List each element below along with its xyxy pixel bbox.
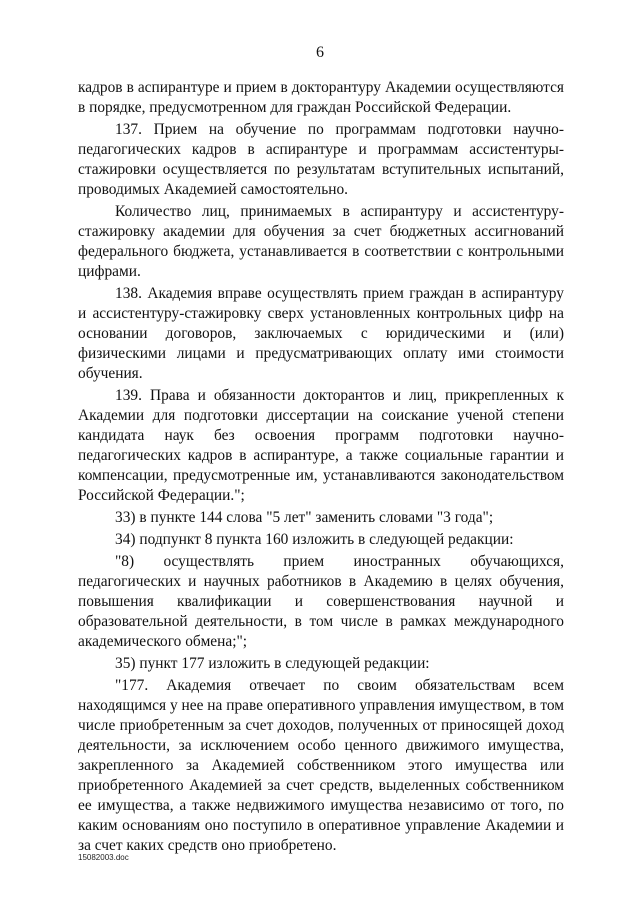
paragraph-137: 137. Прием на обучение по программам подготовки научно-педагогических кадров в аспирантуре и программам ассистентуры-стажировки осуществляется по результатам вступительных испытаний, проводимых Академией самостоятельно.	[78, 121, 564, 198]
document-body	[78, 78, 564, 858]
paragraph-139: 139. Права и обязанности докторантов и лиц, прикрепленных к Академии для подготовки диссертации на соискание ученой степени кандидата наук без освоения программ подготовки научно-педагогических кадров в аспирантуре, а также социальные гарантии и компенсации, предусмотренные им, устанавливаются законодательством Российской Федерации.";	[78, 387, 564, 504]
paragraph-177-text: "177. Академия отвечает по своим обязательствам всем находящимся у нее на праве оперативного управления имуществом, в том числе приобретенным за счет доходов, полученных от приносящей доход деятельности, за исключением особо ценного движимого имущества, закрепленного за Академией собственником этого имущества или приобретенного Академией за счет средств, выделенных собственником ее имущества, а также недвижимого имущества независимо от того, по каким основаниям оно поступило в оперативное управление Академии и за счет каких средств оно приобретено.	[78, 677, 564, 854]
page-number: 6	[316, 44, 324, 61]
amendment-35: 35) пункт 177 изложить в следующей редакции:	[115, 655, 430, 672]
amendment-33: 33) в пункте 144 слова "5 лет" заменить словами "3 года";	[115, 509, 494, 526]
paragraph-137-quota: Количество лиц, принимаемых в аспирантуру и ассистентуру-стажировку академии для обучения за счет бюджетных ассигнований федерального бюджета, устанавливается в соответствии с контрольными цифрами.	[78, 203, 564, 280]
paragraph-138: 138. Академия вправе осуществлять прием граждан в аспирантуру и ассистентуру-стажировку сверх установленных контрольных цифр на основании договоров, заключаемых с юридическими и (или) физическими лицами и предусматривающих оплату ими стоимости обучения.	[78, 285, 564, 382]
amendment-34: 34) подпункт 8 пункта 160 изложить в следующей редакции:	[115, 531, 514, 548]
paragraph-continuation: кадров в аспирантуре и прием в докторантуру Академии осуществляются в порядке, предусмотренном для граждан Российской Федерации.	[78, 79, 564, 116]
footer-filename: 15082003.doc	[78, 853, 129, 862]
subclause-8-text: "8) осуществлять прием иностранных обучающихся, педагогических и научных работников в Академию в целях обучения, повышения квалификации и совершенствования научной и образовательной деятельности, в том числе в рамках международного академического обмена;";	[78, 553, 564, 650]
